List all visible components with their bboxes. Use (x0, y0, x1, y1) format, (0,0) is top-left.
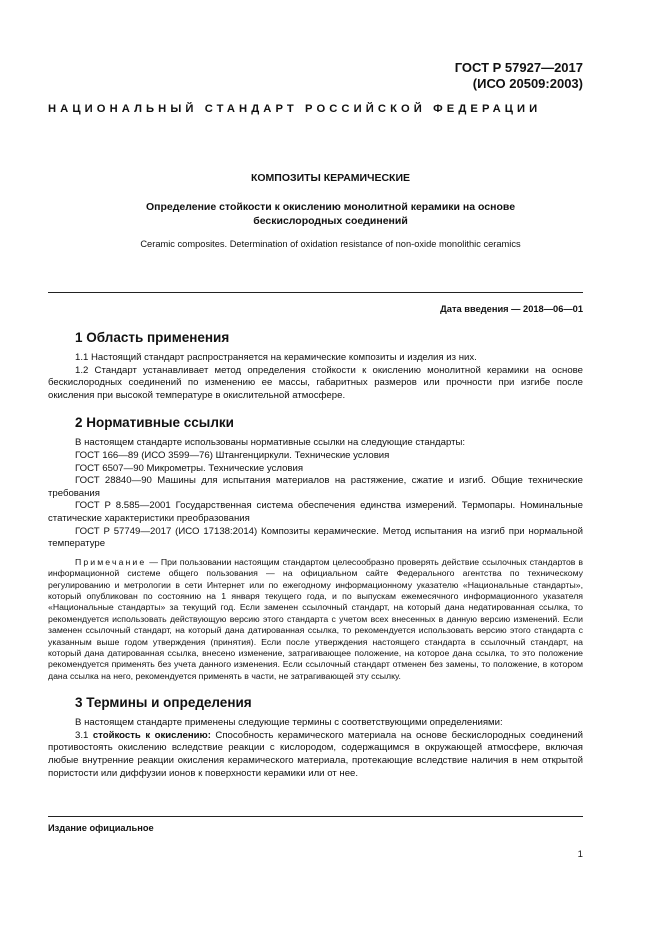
paragraph: В настоящем стандарте применены следующие термины с соответствующими определениями: (75, 717, 503, 729)
reference-item: ГОСТ Р 57749—2017 (ИСО 17138:2014) Композиты керамические. Метод испытания на изгиб при нормальной температуре (48, 525, 583, 550)
title-block (78, 172, 583, 249)
paragraph: В настоящем стандарте использованы нормативные ссылки на следующие стандарты: (75, 437, 466, 449)
section-normative-references (48, 415, 583, 682)
note-text: — При пользовании настоящим стандартом целесообразно проверять действие ссылочных стандартов в информационной системе общего пользования — на официальном сайте Федерального агентства по техническому регулированию и метрологии в сети Интернет или по ежегодному информационному указателю «Национальные стандарты», который опубликован по состоянию на 1 января текущего года, и по выпускам ежемесячного информационного указателя «Национальные стандарты» за текущий год. Если заменен ссылочный стандарт, на который дана недатированная ссылка, то рекомендуется использовать действующую версию этого стандарта с учетом всех внесенных в данную версию изменений. Если заменен ссылочный стандарт, на который дана датированная ссылка, то рекомендуется использовать версию этого стандарта с указанным выше годом утверждения (принятия). Если после утверждения настоящего стандарта в ссылочный стандарт, на который дана датированная ссылка, внесено изменение, затрагивающее положение, на которое дана ссылка, то это положение рекомендуется применять без учета данного изменения. Если ссылочный стандарт отменен без замены, то положение, в котором дана ссылка на него, рекомендуется применять в части, не затрагивающей эту ссылку. (48, 556, 583, 681)
term-name: стойкость к окислению: (92, 729, 211, 741)
national-standard-banner: НАЦИОНАЛЬНЫЙ СТАНДАРТ РОССИЙСКОЙ ФЕДЕРАЦИИ (48, 103, 542, 115)
subtitle (78, 201, 583, 228)
section-heading: 2 Нормативные ссылки (75, 415, 234, 431)
paragraph: 1.2 Стандарт устанавливает метод определения стойкости к окислению монолитной керамики на основе бескислородных соединений по изменению ее массы, габаритных размеров или прочности при изгибе после окисления при высокой температуре в окислительной атмосфере. (48, 364, 583, 401)
subtitle-line-1: Определение стойкости к окислению монолитной керамики на основе (145, 201, 516, 213)
document-body (48, 330, 583, 793)
term-definition (48, 730, 583, 780)
official-edition: Издание официальное (48, 816, 583, 833)
reference-item: ГОСТ Р 8.585—2001 Государственная система обеспечения единства измерений. Термопары. Номинальные статические характеристики преобразования (48, 500, 583, 524)
iso-number: (ИСО 20509:2003) (472, 76, 583, 91)
note-paragraph (48, 557, 583, 682)
note-label: Примечание (75, 556, 147, 567)
note (48, 557, 583, 682)
introduction-date: Дата введения — 2018—06—01 (440, 304, 583, 314)
english-title: Ceramic composites. Determination of oxidation resistance of non-oxide monolithic ceramics (140, 239, 521, 249)
reference-item: ГОСТ 6507—90 Микрометры. Технические условия (75, 462, 304, 474)
subtitle-line-2: бескислородных соединений (253, 214, 408, 227)
main-title: КОМПОЗИТЫ КЕРАМИЧЕСКИЕ (250, 172, 411, 184)
term-text: Способность керамического материала на основе бескислородных соединений противостоять окислению вследствие реакции с кислородом, содержащимся в окружающей атмосфере, включая любые внутренние реакции окисления керамического материала, протекающие вследствие наличия в нем открытой пористости или диффузии ионов к поверхности керамики или от нее. (48, 729, 583, 779)
page-number: 1 (577, 849, 583, 860)
section-heading: 1 Область применения (75, 330, 230, 345)
reference-item: ГОСТ 166—89 (ИСО 3599—76) Штангенциркули. Технические условия (75, 449, 390, 461)
section-heading: 3 Термины и определения (75, 695, 252, 711)
term-number: 3.1 (75, 729, 93, 741)
reference-item: ГОСТ 28840—90 Машины для испытания материалов на растяжение, сжатие и изгиб. Общие технические требования (48, 475, 583, 499)
standard-number: ГОСТ Р 57927—2017 (454, 60, 583, 75)
standard-designation (455, 60, 583, 92)
title-divider (48, 292, 583, 293)
section-terms-definitions (48, 695, 583, 780)
paragraph: 1.1 Настоящий стандарт распространяется на керамические композиты и изделия из них. (75, 352, 477, 363)
section-scope (48, 330, 583, 402)
